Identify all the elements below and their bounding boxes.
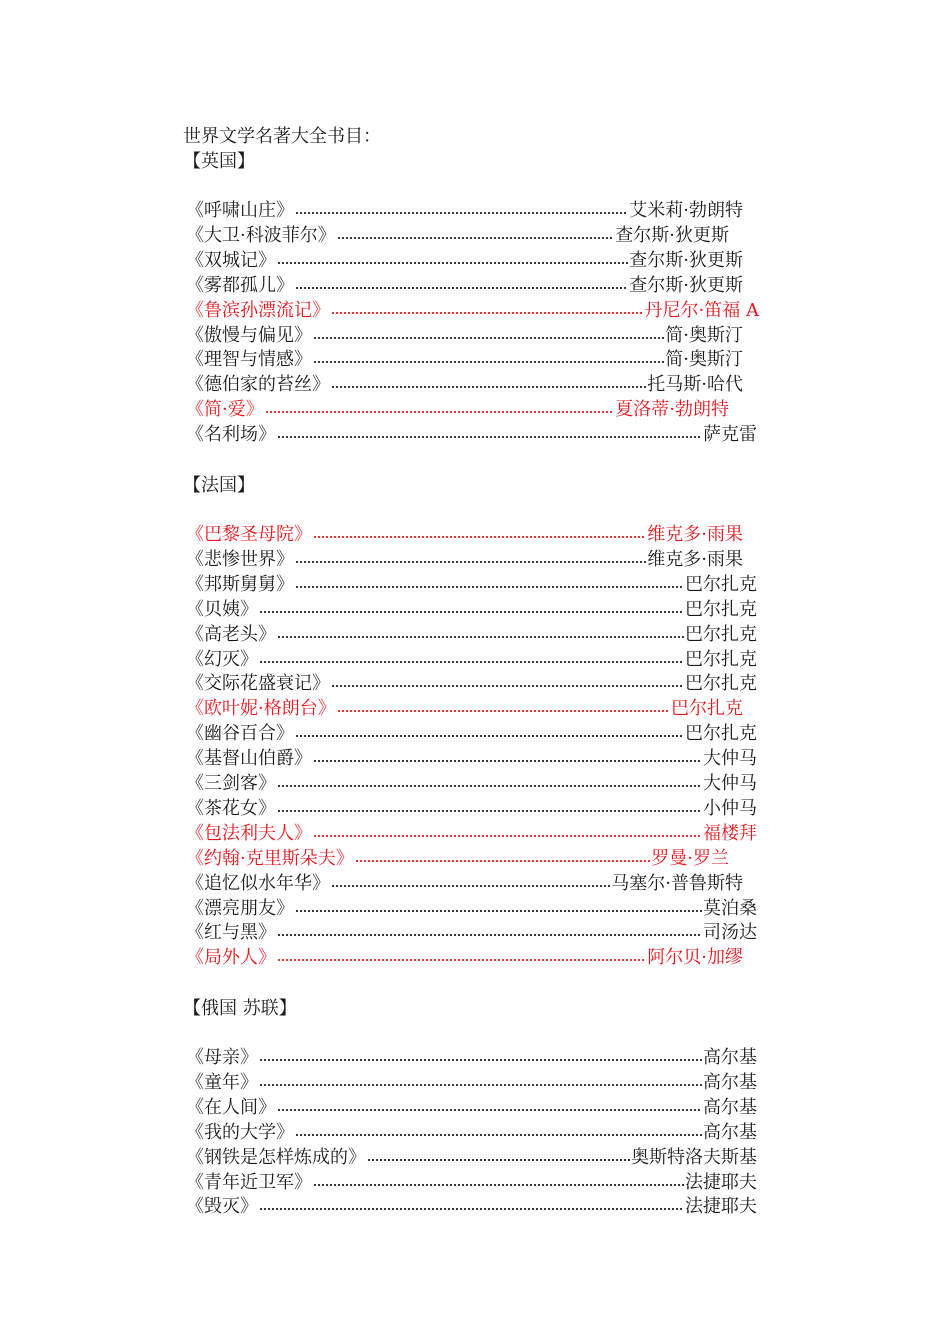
book-author: 维克多·雨果 xyxy=(647,548,743,570)
book-entry xyxy=(186,397,729,422)
book-title: 《钢铁是怎样炼成的》 xyxy=(186,1146,366,1168)
book-author: 简·奥斯汀 xyxy=(665,324,743,346)
book-entry xyxy=(186,821,757,846)
book-entry xyxy=(186,1095,757,1120)
book-author: 巴尔扎克 xyxy=(671,698,743,720)
book-author: 司汤达 xyxy=(703,922,757,944)
book-title: 《鲁滨孙漂流记》 xyxy=(186,299,330,321)
book-title: 《漂亮朋友》 xyxy=(186,897,294,919)
book-title: 《呼啸山庄》 xyxy=(186,200,294,221)
book-entry xyxy=(186,273,743,298)
book-title: 《童年》 xyxy=(186,1071,258,1093)
dot-leader xyxy=(313,1170,684,1195)
book-author: 艾米莉·勃朗特 xyxy=(629,200,743,221)
dot-leader xyxy=(277,771,702,796)
book-author: 维克多·雨果 xyxy=(647,524,743,545)
dot-leader xyxy=(277,422,702,447)
book-author: 巴尔扎克 xyxy=(685,648,757,670)
book-author: 夏洛蒂·勃朗特 xyxy=(615,399,729,421)
dot-leader xyxy=(367,1145,630,1170)
book-title: 《母亲》 xyxy=(186,1047,258,1068)
book-author: 法捷耶夫 xyxy=(685,1196,757,1218)
section-heading: 【法国】 xyxy=(183,475,255,496)
book-title: 《大卫·科波菲尔》 xyxy=(186,224,336,246)
dot-leader xyxy=(295,198,628,223)
dot-leader xyxy=(295,721,684,746)
dot-leader xyxy=(277,622,684,647)
dot-leader xyxy=(295,547,646,572)
book-author: 查尔斯·狄更斯 xyxy=(629,249,743,271)
book-entry xyxy=(186,372,743,397)
book-author: 罗曼·罗兰 xyxy=(651,847,729,869)
book-entry xyxy=(186,298,759,323)
book-author: 大仲马 xyxy=(703,773,757,794)
book-entry xyxy=(186,347,743,372)
book-title: 《局外人》 xyxy=(186,947,276,969)
book-entry xyxy=(186,1145,757,1170)
book-title: 《我的大学》 xyxy=(186,1121,294,1143)
book-title: 《青年近卫军》 xyxy=(186,1171,312,1193)
book-entry xyxy=(186,223,729,248)
dot-leader xyxy=(295,896,702,921)
book-author: 马塞尔·普鲁斯特 xyxy=(611,872,743,894)
book-author: 高尔基 xyxy=(703,1047,757,1068)
dot-leader xyxy=(259,1045,702,1070)
book-entry xyxy=(186,871,743,896)
book-title: 《巴黎圣母院》 xyxy=(186,524,312,545)
book-entry xyxy=(186,597,757,622)
book-entry xyxy=(186,422,757,447)
book-author: 法捷耶夫 xyxy=(685,1171,757,1193)
book-author: 巴尔扎克 xyxy=(685,623,757,645)
book-entry xyxy=(186,920,757,945)
book-entry xyxy=(186,522,743,547)
dot-leader xyxy=(259,1194,684,1219)
book-entry xyxy=(186,1120,757,1145)
dot-leader xyxy=(313,323,664,348)
book-author: 高尔基 xyxy=(703,1071,757,1093)
book-title: 《雾都孤儿》 xyxy=(186,274,294,296)
book-title: 《交际花盛衰记》 xyxy=(186,673,330,695)
dot-leader xyxy=(295,572,684,597)
book-entry xyxy=(186,846,729,871)
dot-leader xyxy=(313,821,702,846)
book-entry xyxy=(186,671,757,696)
book-title: 《追忆似水年华》 xyxy=(186,872,330,894)
book-title: 《理智与情感》 xyxy=(186,349,312,371)
book-author: 福楼拜 xyxy=(703,822,757,844)
book-title: 《约翰·克里斯朵夫》 xyxy=(186,847,354,869)
section-heading: 【俄国 苏联】 xyxy=(183,998,297,1019)
dot-leader xyxy=(313,347,664,372)
book-author: 丹尼尔·笛福 A xyxy=(644,299,759,321)
book-title: 《三剑客》 xyxy=(186,773,276,794)
book-entry xyxy=(186,696,743,721)
book-entry xyxy=(186,622,757,647)
dot-leader xyxy=(355,846,651,871)
dot-leader xyxy=(313,746,702,771)
book-author: 查尔斯·狄更斯 xyxy=(615,224,729,246)
book-title: 《邦斯舅舅》 xyxy=(186,573,294,595)
book-title: 《欧叶妮·格朗台》 xyxy=(186,698,336,720)
dot-leader xyxy=(277,248,628,273)
book-entry xyxy=(186,771,757,796)
dot-leader xyxy=(277,920,702,945)
book-title: 《双城记》 xyxy=(186,249,276,271)
book-title: 《基督山伯爵》 xyxy=(186,748,312,770)
book-title: 《傲慢与偏见》 xyxy=(186,324,312,346)
book-title: 《德伯家的苔丝》 xyxy=(186,374,330,396)
book-author: 奥斯特洛夫斯基 xyxy=(631,1146,757,1168)
dot-leader xyxy=(313,522,646,547)
book-entry xyxy=(186,1194,757,1219)
book-entry xyxy=(186,547,743,572)
dot-leader xyxy=(277,1095,702,1120)
book-entry xyxy=(186,1070,757,1095)
book-author: 高尔基 xyxy=(703,1096,757,1118)
book-author: 阿尔贝·加缪 xyxy=(647,947,743,969)
book-author: 巴尔扎克 xyxy=(685,673,757,695)
book-title: 《茶花女》 xyxy=(186,797,276,819)
dot-leader xyxy=(259,597,684,622)
book-author: 查尔斯·狄更斯 xyxy=(629,274,743,296)
book-title: 《幻灭》 xyxy=(186,648,258,670)
book-entry xyxy=(186,945,743,970)
dot-leader xyxy=(265,397,615,422)
dot-leader xyxy=(331,671,684,696)
book-title: 《毁灭》 xyxy=(186,1196,258,1218)
book-author: 莫泊桑 xyxy=(703,897,757,919)
dot-leader xyxy=(331,298,644,323)
book-author: 托马斯·哈代 xyxy=(647,374,743,396)
dot-leader xyxy=(331,871,610,896)
book-author: 巴尔扎克 xyxy=(685,598,757,620)
book-title: 《幽谷百合》 xyxy=(186,723,294,745)
dot-leader xyxy=(295,273,628,298)
dot-leader xyxy=(259,1070,702,1095)
book-author: 高尔基 xyxy=(703,1121,757,1143)
book-author: 萨克雷 xyxy=(703,424,757,446)
dot-leader xyxy=(259,647,684,672)
book-entry xyxy=(186,198,743,223)
book-title: 《名利场》 xyxy=(186,424,276,446)
dot-leader xyxy=(295,1120,702,1145)
dot-leader xyxy=(337,696,670,721)
book-entry xyxy=(186,572,757,597)
dot-leader xyxy=(277,945,646,970)
book-entry xyxy=(186,1045,757,1070)
book-title: 《在人间》 xyxy=(186,1096,276,1118)
book-title: 《包法利夫人》 xyxy=(186,822,312,844)
book-title: 《简·爱》 xyxy=(186,399,264,421)
book-title: 《贝姨》 xyxy=(186,598,258,620)
book-entry xyxy=(186,1170,757,1195)
dot-leader xyxy=(277,796,702,821)
book-entry xyxy=(186,323,743,348)
book-title: 《悲惨世界》 xyxy=(186,548,294,570)
book-author: 简·奥斯汀 xyxy=(665,349,743,371)
document-title: 世界文学名著大全书目： xyxy=(183,126,381,147)
book-author: 小仲马 xyxy=(703,797,757,819)
book-author: 大仲马 xyxy=(703,748,757,770)
book-entry xyxy=(186,248,743,273)
book-title: 《红与黑》 xyxy=(186,922,276,944)
book-entry xyxy=(186,796,757,821)
book-entry xyxy=(186,746,757,771)
book-entry xyxy=(186,647,757,672)
book-title: 《高老头》 xyxy=(186,623,276,645)
dot-leader xyxy=(331,372,646,397)
book-author: 巴尔扎克 xyxy=(685,573,757,595)
book-entry xyxy=(186,896,757,921)
dot-leader xyxy=(337,223,615,248)
book-entry xyxy=(186,721,757,746)
book-author: 巴尔扎克 xyxy=(685,723,757,745)
section-heading: 【英国】 xyxy=(183,151,255,172)
